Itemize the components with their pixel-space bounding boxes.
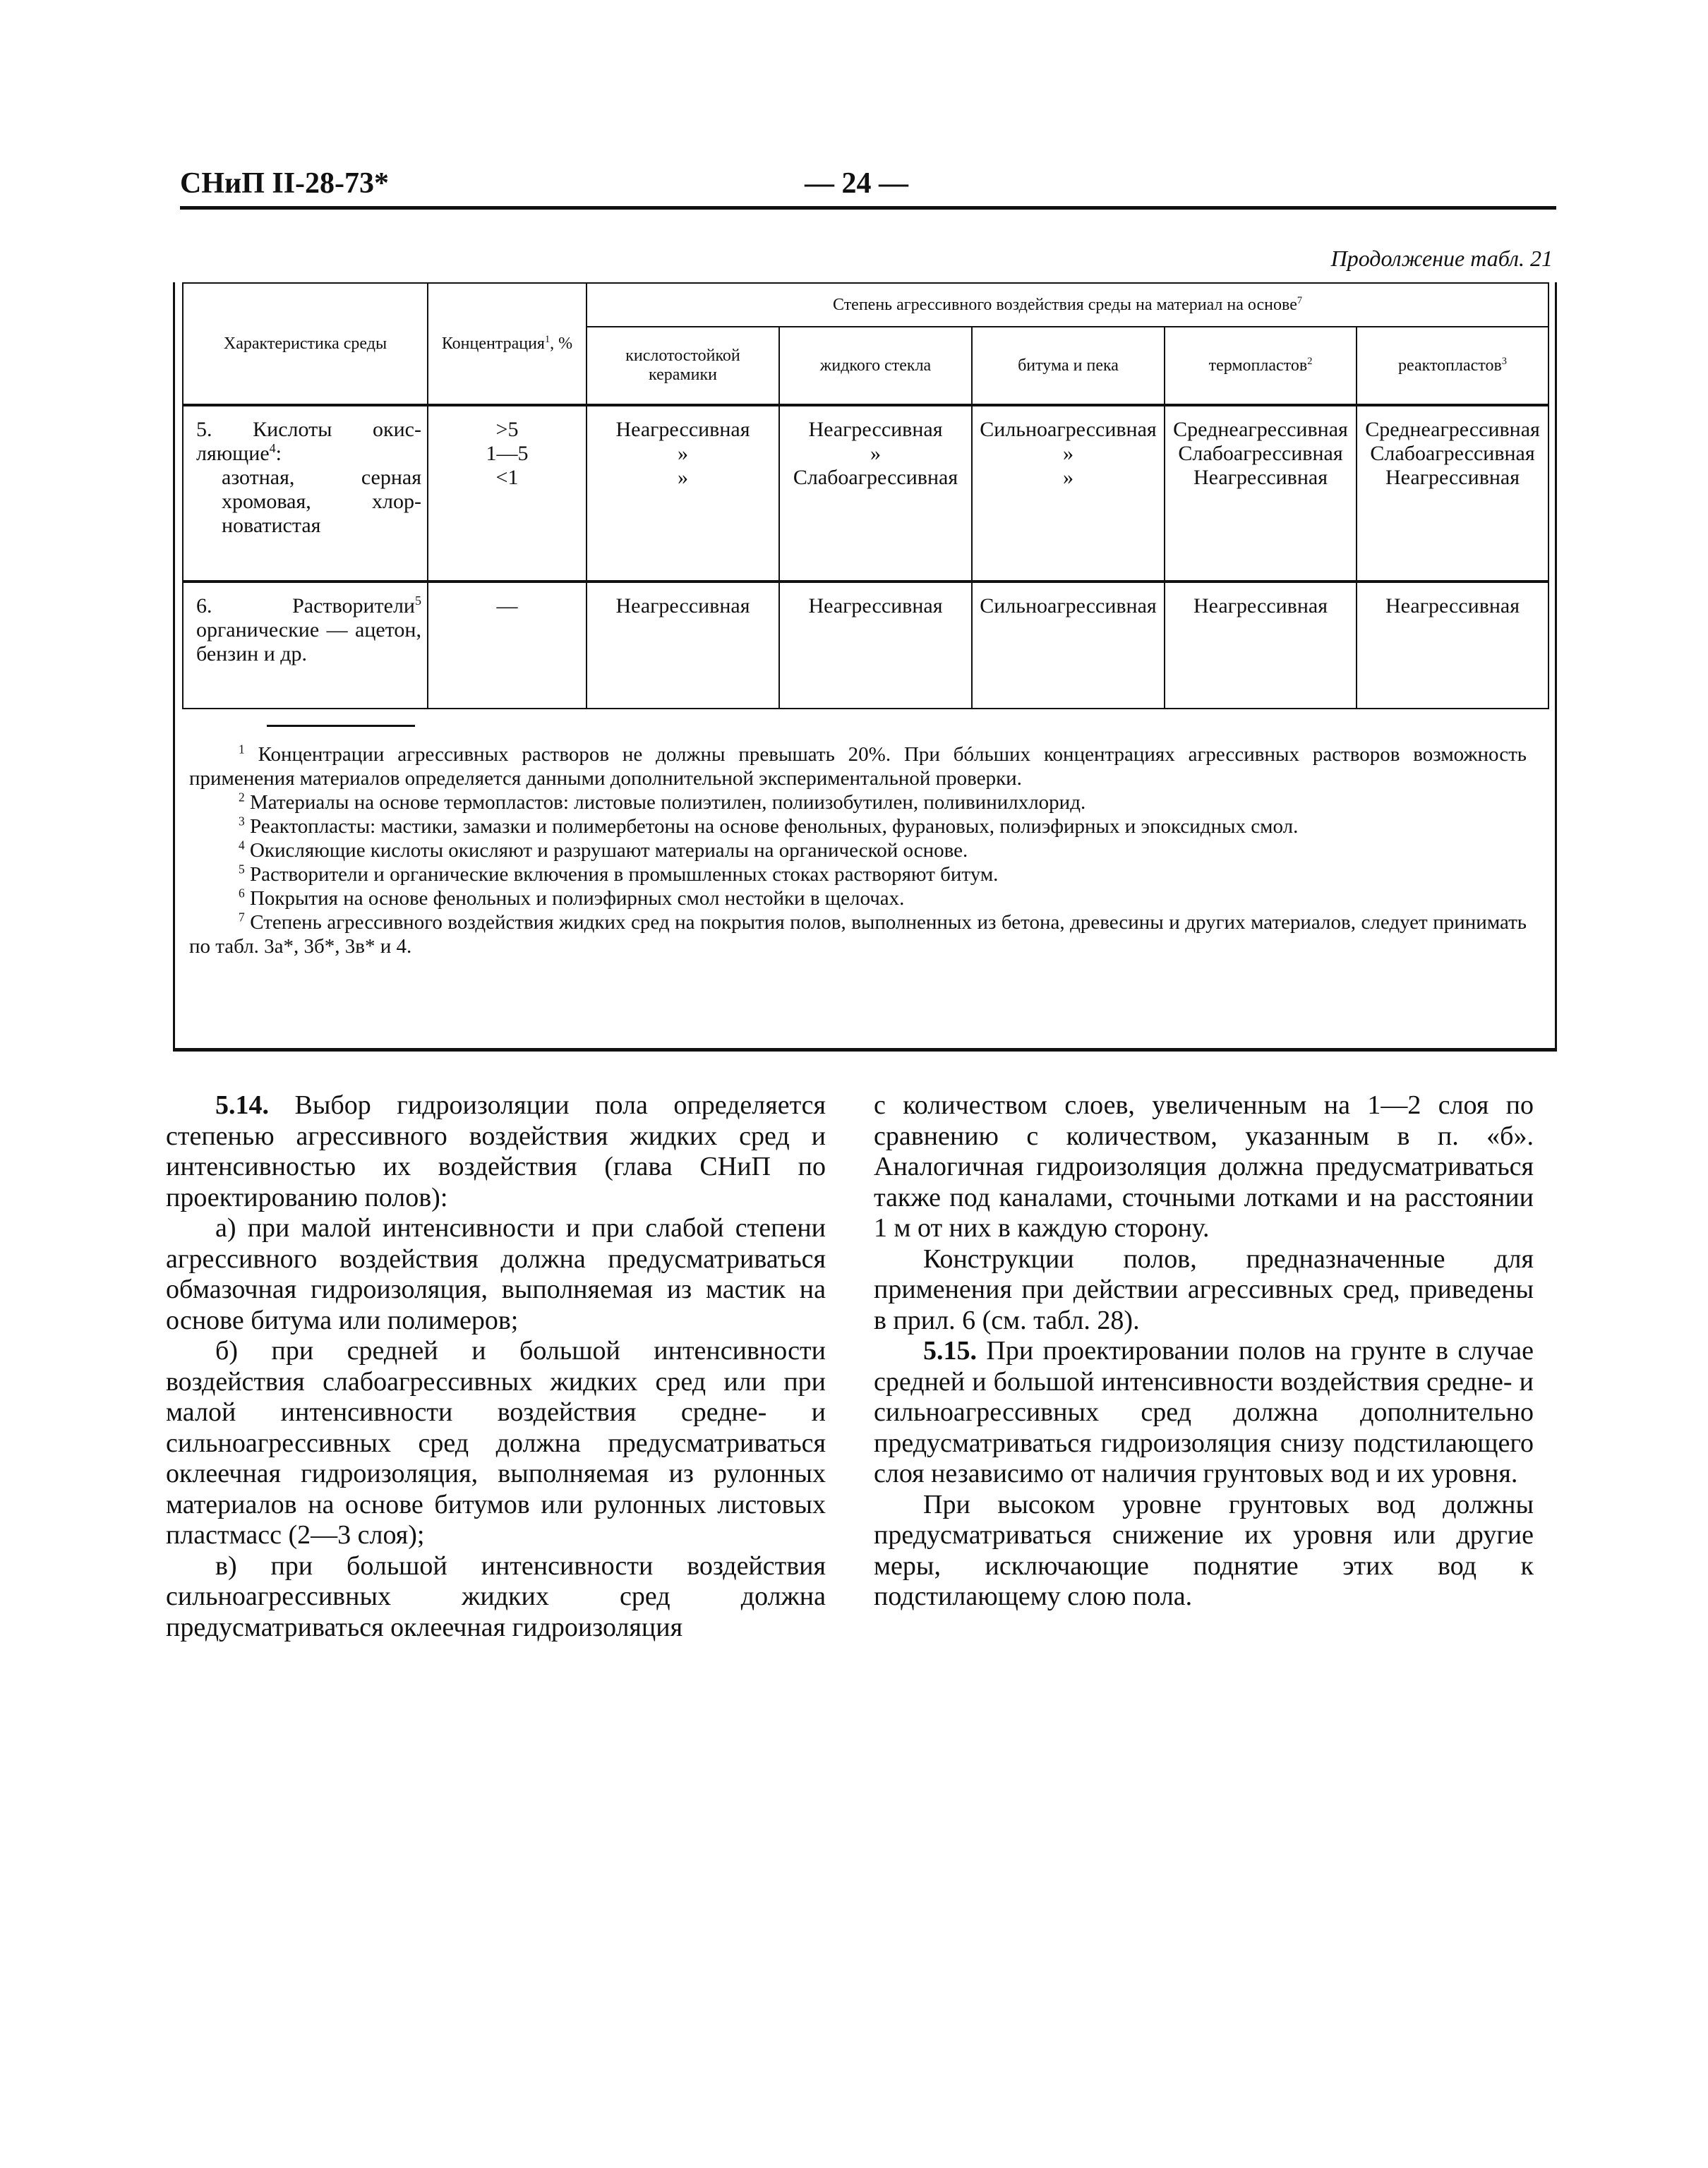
- right-text-column: [874, 1090, 1534, 1613]
- row6-ceramics: Неагрессивная: [587, 582, 779, 709]
- aggressiveness-table: [182, 282, 1549, 709]
- table-row: [183, 405, 1548, 582]
- paragraph-5-14-b: б) при средней и большой интенсивности воздействия слабоагрессивных жидких сред или при малой интенсивности воздействия средне- и сильноагрессивных сред должна предусматриваться оклеечная гидроизоляция, выполняемая из рулонных материалов на основе битумов или рулонных листовых пластмасс (2—3 слоя);: [166, 1336, 826, 1550]
- header-concentration: Концентрация$^1$, %: [428, 283, 587, 405]
- paragraph-constructions: Конструкции полов, предназначенные для применения при действии агрессивных сред, приведены в прил. 6 (см. табл. 28).: [874, 1243, 1534, 1335]
- footnote-7: $^7$ Степень агрессивного воздействия жидких сред на покрытия полов, выполненных из бетона, древесины и других материалов, следует принимать по табл. 3а*, 3б*, 3в* и 4.: [189, 910, 1527, 958]
- page-header: [180, 167, 1556, 216]
- header-group: Степень агрессивного воздействия среды на материал на основе$^7$: [587, 283, 1548, 327]
- footnote-6: $^6$ Покрытия на основе фенольных и полиэфирных смол нестойки в щелочах.: [239, 886, 905, 910]
- table-footnotes: [189, 725, 1527, 958]
- paragraph-continuation: с количеством слоев, увеличенным на 1—2 слоя по сравнению с количеством, указанным в п. «б». Аналогичная гидроизоляция должна предусматриваться также под каналами, сточными лотками и на расстоянии 1 м от них в каждую сторону.: [874, 1090, 1534, 1243]
- footnote-2: $^2$ Материалы на основе термопластов: листовые полиэтилен, полиизобутилен, поливинилхлорид.: [239, 790, 1086, 814]
- header-rule: [180, 206, 1556, 210]
- row6-bitumen: Сильноагрессивная: [972, 582, 1165, 709]
- header-col-ceramics: кислотостойкой керамики: [587, 327, 779, 405]
- footnote-1: $^1$ Концентрации агрессивных растворов не должны превышать 20%. При бóльших концентрациях агрессивных растворов возможность применения материалов определяется данными дополнительной экспериментальной проверки.: [189, 742, 1527, 790]
- footnote-3: $^3$ Реактопласты: мастики, замазки и полимербетоны на основе фенольных, фурановых, полиэфирных и эпоксидных смол.: [239, 814, 1299, 838]
- table-row: [183, 582, 1548, 709]
- row6-thermoplastics: Неагрессивная: [1165, 582, 1357, 709]
- row6-characteristic: 6. Растворители$^5$ органические — ацетон, бензин и др.: [183, 582, 428, 709]
- row5-concentration: >5 1—5 <1: [428, 405, 587, 582]
- paragraph-5-14-a: а) при малой интенсивности и при слабой степени агрессивного воздействия должна предусматриваться обмазочная гидроизоляция, выполняемая из мастик на основе битума или полимеров;: [166, 1213, 826, 1335]
- paragraph-5-14-c: в) при большой интенсивности воздействия сильноагрессивных жидких сред должна предусматриваться оклеечная гидроизоляция: [166, 1550, 826, 1642]
- document-code: СНиП II-28-73*: [180, 167, 390, 200]
- row6-concentration: —: [428, 582, 587, 709]
- row5-bitumen: Сильноагрессивная » »: [972, 405, 1165, 582]
- paragraph-groundwater: При высоком уровне грунтовых вод должны предусматриваться снижение их уровня или другие меры, исключающие поднятие этих вод к подстилающему слою пола.: [874, 1489, 1534, 1611]
- footnote-5: $^5$ Растворители и органические включения в промышленных стоках растворяют битум.: [239, 862, 999, 886]
- footnote-rule: [267, 725, 415, 727]
- paragraph-5-14: 5.14. Выбор гидроизоляции пола определяется степенью агрессивного воздействия жидких сред и интенсивностью их воздействия (глава СНиП по проектированию полов):: [166, 1090, 826, 1212]
- row5-thermoplastics: Среднеагрессивная Слабоагрессивная Неагрессивная: [1165, 405, 1357, 582]
- row5-glass: Неагрессивная » Слабоагрессивная: [779, 405, 972, 582]
- page-number: — 24 —: [805, 167, 908, 200]
- header-col-glass: жидкого стекла: [779, 327, 972, 405]
- row5-reactoplastics: Среднеагрессивная Слабоагрессивная Неагрессивная: [1357, 405, 1548, 582]
- header-characteristic: Характеристика среды: [183, 283, 428, 405]
- header-col-reactoplastics: реактопластов$^3$: [1357, 327, 1548, 405]
- row5-characteristic: 5. Кислоты окисляющие$^4$: азотная, серная хромовая, хлорноватистая: [183, 405, 428, 582]
- row6-glass: Неагрессивная: [779, 582, 972, 709]
- table-continuation-label: Продолжение табл. 21: [1330, 246, 1553, 271]
- left-text-column: [166, 1090, 826, 1643]
- header-col-thermoplastics: термопластов$^2$: [1165, 327, 1357, 405]
- row6-reactoplastics: Неагрессивная: [1357, 582, 1548, 709]
- footnote-4: $^4$ Окисляющие кислоты окисляют и разрушают материалы на органической основе.: [239, 838, 968, 862]
- row5-ceramics: Неагрессивная » »: [587, 405, 779, 582]
- header-col-bitumen: битума и пека: [972, 327, 1165, 405]
- paragraph-5-15: 5.15. При проектировании полов на грунте в случае средней и большой интенсивности воздействия средне- и сильноагрессивных сред должна дополнительно предусматриваться гидроизоляция снизу подстилающего слоя независимо от наличия грунтовых вод и их уровня.: [874, 1336, 1534, 1488]
